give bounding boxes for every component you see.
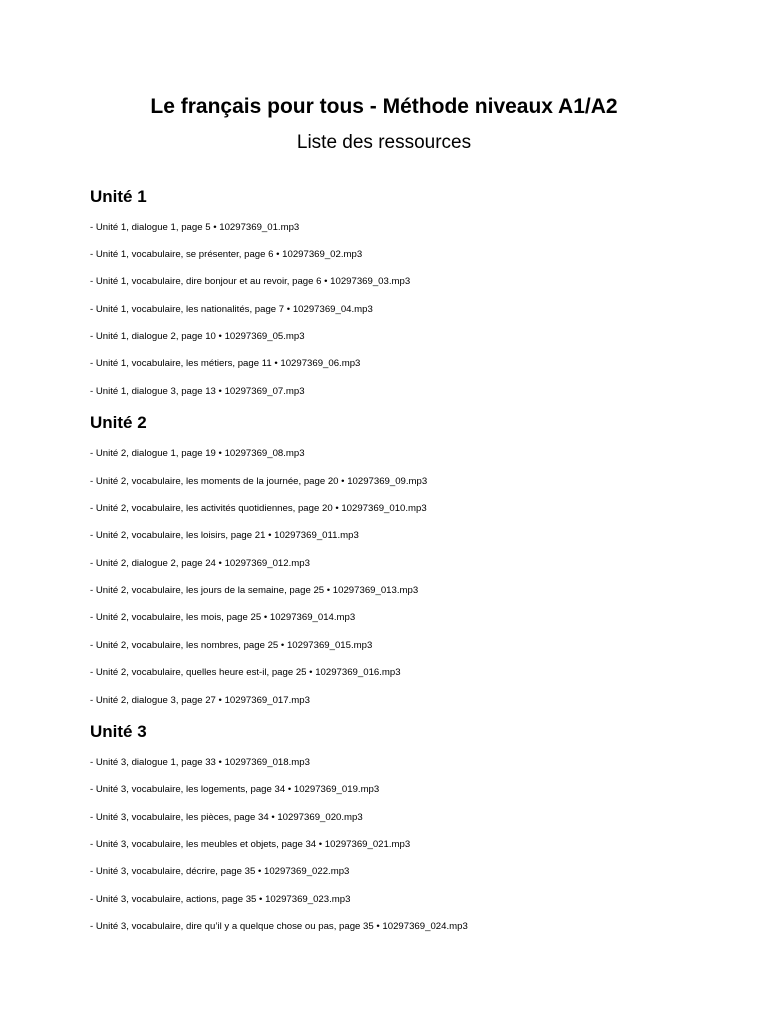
resource-item: - Unité 1, vocabulaire, se présenter, page 6 • 10297369_02.mp3 <box>90 249 363 260</box>
resource-item: - Unité 3, vocabulaire, dire qu’il y a quelque chose ou pas, page 35 • 10297369_024.mp3 <box>90 921 468 932</box>
unit-heading: Unité 3 <box>90 722 147 741</box>
resource-item: - Unité 1, dialogue 1, page 5 • 10297369_01.mp3 <box>90 222 300 233</box>
resource-item: - Unité 2, dialogue 3, page 27 • 10297369_017.mp3 <box>90 695 310 706</box>
resource-item: - Unité 2, vocabulaire, les mois, page 25 • 10297369_014.mp3 <box>90 612 356 623</box>
resource-item: - Unité 2, dialogue 2, page 24 • 10297369_012.mp3 <box>90 558 310 569</box>
resource-item: - Unité 3, vocabulaire, les meubles et objets, page 34 • 10297369_021.mp3 <box>90 839 411 850</box>
resource-item: - Unité 1, vocabulaire, les métiers, page 11 • 10297369_06.mp3 <box>90 358 361 369</box>
resource-item: - Unité 2, vocabulaire, les activités quotidiennes, page 20 • 10297369_010.mp3 <box>90 503 427 514</box>
resource-item: - Unité 2, vocabulaire, les loisirs, page 21 • 10297369_011.mp3 <box>90 530 359 541</box>
resource-item: - Unité 1, vocabulaire, les nationalités, page 7 • 10297369_04.mp3 <box>90 304 373 315</box>
resource-item: - Unité 1, dialogue 3, page 13 • 10297369_07.mp3 <box>90 386 305 397</box>
unit-heading: Unité 2 <box>90 413 147 432</box>
resource-item: - Unité 2, vocabulaire, les jours de la semaine, page 25 • 10297369_013.mp3 <box>90 585 419 596</box>
resource-item: - Unité 1, dialogue 2, page 10 • 10297369_05.mp3 <box>90 331 305 342</box>
resource-item: - Unité 2, vocabulaire, les nombres, page 25 • 10297369_015.mp3 <box>90 640 373 651</box>
resource-item: - Unité 2, vocabulaire, quelles heure est-il, page 25 • 10297369_016.mp3 <box>90 667 401 678</box>
resource-item: - Unité 3, dialogue 1, page 33 • 10297369_018.mp3 <box>90 757 310 768</box>
resource-item: - Unité 2, vocabulaire, les moments de la journée, page 20 • 10297369_09.mp3 <box>90 476 428 487</box>
unit-heading: Unité 1 <box>90 187 147 206</box>
document-title: Le français pour tous - Méthode niveaux A1/A2 <box>150 95 618 118</box>
resource-item: - Unité 1, vocabulaire, dire bonjour et au revoir, page 6 • 10297369_03.mp3 <box>90 276 411 287</box>
resource-item: - Unité 3, vocabulaire, décrire, page 35 • 10297369_022.mp3 <box>90 866 350 877</box>
document-subtitle: Liste des ressources <box>296 132 472 153</box>
resource-item: - Unité 3, vocabulaire, actions, page 35 • 10297369_023.mp3 <box>90 894 351 905</box>
resource-item: - Unité 3, vocabulaire, les logements, page 34 • 10297369_019.mp3 <box>90 784 380 795</box>
resource-item: - Unité 3, vocabulaire, les pièces, page 34 • 10297369_020.mp3 <box>90 812 363 823</box>
resource-item: - Unité 2, dialogue 1, page 19 • 10297369_08.mp3 <box>90 448 305 459</box>
